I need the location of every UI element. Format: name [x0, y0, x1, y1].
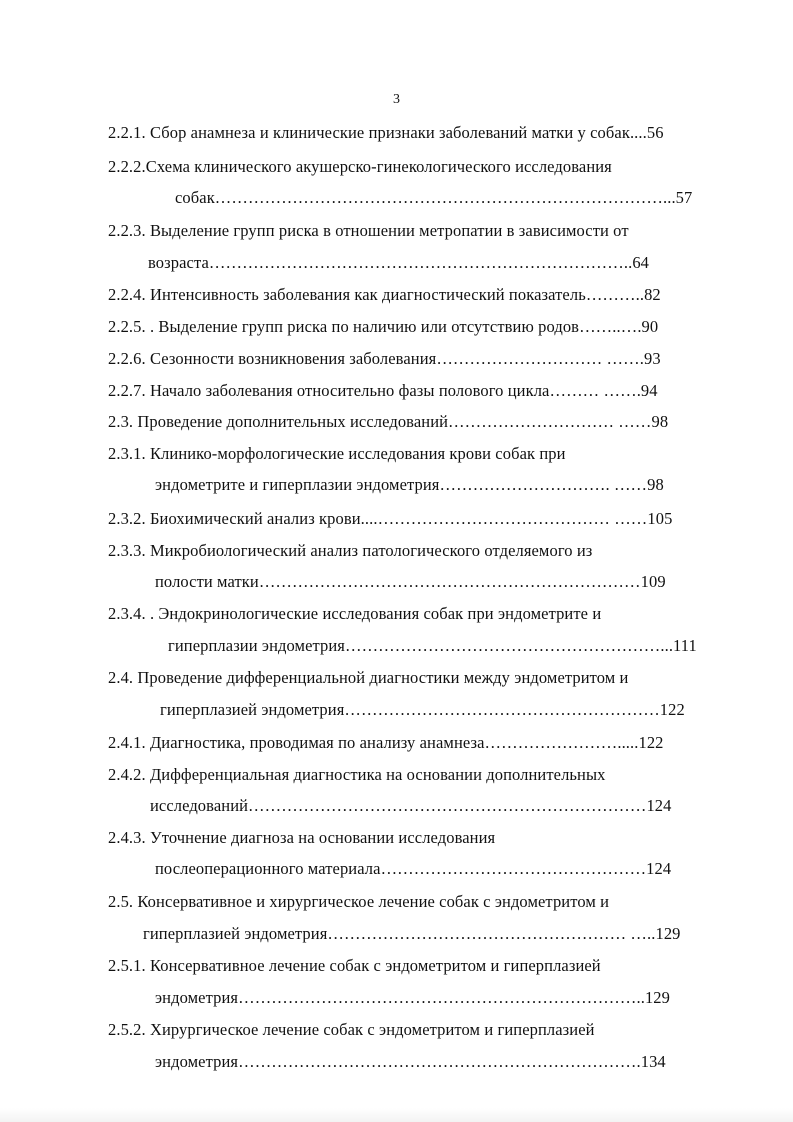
toc-entry-continuation: возраста…………………………………………………………………..64 [148, 253, 650, 272]
toc-entry: 2.4.2. Дифференциальная диагностика на основании дополнительных [108, 765, 606, 784]
toc-entry: 2.5.1. Консервативное лечение собак с эндометритом и гиперплазией [108, 956, 601, 975]
toc-entry-continuation: гиперплазией эндометрия…………………………………………………122 [160, 700, 685, 719]
toc-entry-continuation: эндометрия……………………………………………………………….134 [155, 1052, 666, 1071]
toc-entry: 2.3.2. Биохимический анализ крови....…………………………………… ……105 [108, 509, 673, 528]
toc-entry: 2.3. Проведение дополнительных исследований………………………… ……98 [108, 412, 669, 431]
toc-entry: 2.3.3. Микробиологический анализ патологического отделяемого из [108, 541, 593, 560]
toc-entry-continuation: собак………………………………………………………………………...57 [175, 188, 693, 207]
page-number: 3 [393, 92, 400, 107]
toc-entry-continuation: полости матки……………………………………………………………109 [155, 572, 666, 591]
toc-entry: 2.2.6. Сезонности возникновения заболевания………………………… …….93 [108, 349, 661, 368]
toc-entry-continuation: гиперплазией эндометрия……………………………………………… …..129 [143, 924, 681, 943]
toc-entry: 2.2.4. Интенсивность заболевания как диагностический показатель………..82 [108, 285, 661, 304]
toc-entry: 2.4. Проведение дифференциальной диагностики между эндометритом и [108, 668, 629, 687]
toc-entry: 2.2.7. Начало заболевания относительно фазы полового цикла……… …….94 [108, 381, 658, 400]
toc-entry-continuation: гиперплазии эндометрия…………………………………………………...111 [168, 636, 697, 655]
toc-entry: 2.2.3. Выделение групп риска в отношении метропатии в зависимости от [108, 221, 629, 240]
toc-entry: 2.3.4. . Эндокринологические исследования собак при эндометрите и [108, 604, 602, 623]
scan-edge [0, 1108, 793, 1122]
toc-entry-continuation: эндометрите и гиперплазии эндометрия…………………………. ……98 [155, 475, 664, 494]
toc-entry-continuation: исследований………………………………………………………………124 [150, 796, 672, 815]
toc-entry: 2.3.1. Клинико-морфологические исследования крови собак при [108, 444, 566, 463]
toc-entry: 2.2.2.Схема клинического акушерско-гинекологического исследования [108, 157, 612, 176]
toc-entry: 2.5. Консервативное и хирургическое лечение собак с эндометритом и [108, 892, 610, 911]
toc-entry: 2.5.2. Хирургическое лечение собак с эндометритом и гиперплазией [108, 1020, 595, 1039]
toc-entry: 2.2.5. . Выделение групп риска по наличию или отсутствию родов……..….90 [108, 317, 659, 336]
toc-entry: 2.4.1. Диагностика, проводимая по анализу анамнеза…………………….....122 [108, 733, 664, 752]
toc-entry: 2.2.1. Сбор анамнеза и клинические признаки заболеваний матки у собак....56 [108, 123, 664, 142]
toc-entry-continuation: эндометрия………………………………………………………………..129 [155, 988, 670, 1007]
toc-entry: 2.4.3. Уточнение диагноза на основании исследования [108, 828, 496, 847]
toc-entry-continuation: послеоперационного материала…………………………………………124 [155, 859, 672, 878]
